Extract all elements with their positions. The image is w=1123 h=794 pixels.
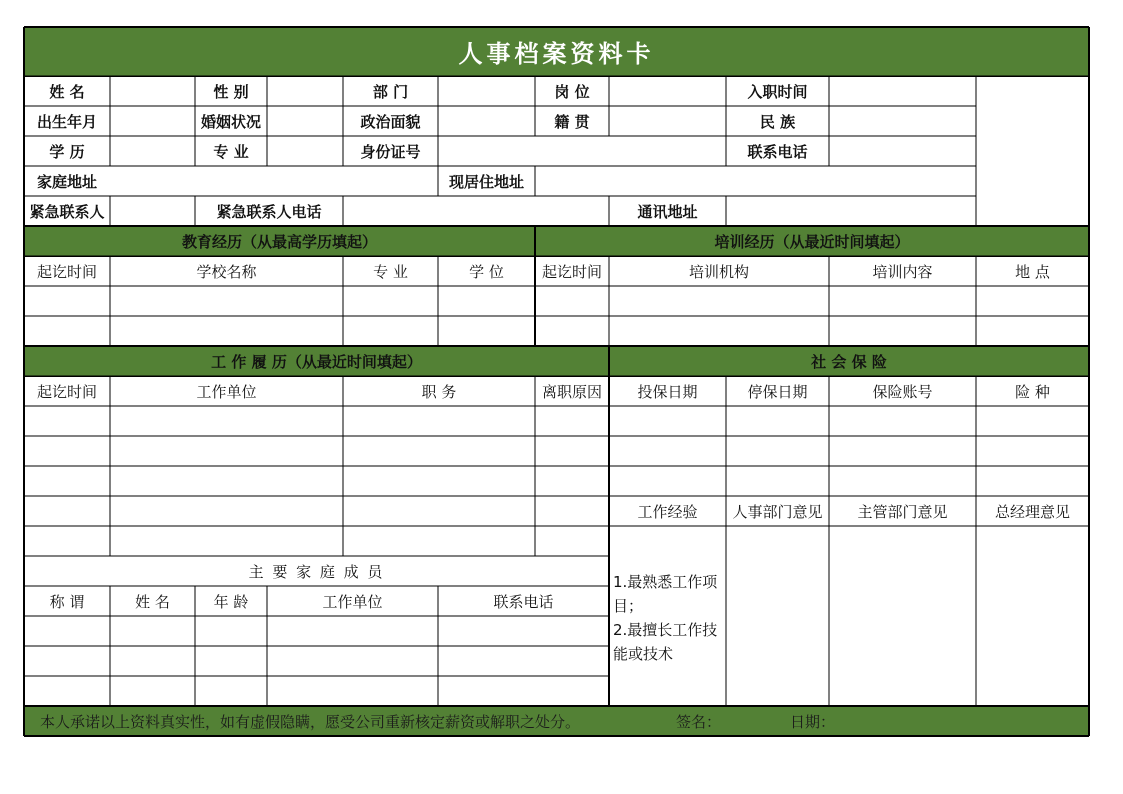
- train-col-period: 起讫时间: [541, 262, 602, 281]
- edu-col-school: 学校名称: [196, 262, 257, 281]
- experience-note-2: 2.最擅长工作技能或技术: [613, 621, 718, 663]
- work-col-leave-reason: 离职原因: [541, 382, 602, 401]
- family-col-name: 姓 名: [135, 592, 170, 611]
- label-name: 姓 名: [49, 82, 85, 101]
- label-emergency-phone: 紧急联系人电话: [216, 202, 322, 221]
- edu-col-degree: 学 位: [469, 262, 504, 281]
- footer-signature: 签名：: [676, 712, 722, 731]
- label-department: 部 门: [372, 82, 409, 101]
- label-ethnic: 民 族: [759, 112, 796, 131]
- label-major: 专 业: [213, 142, 249, 161]
- edu-col-major: 专 业: [373, 262, 408, 281]
- experience-note-1: 1.最熟悉工作项目；: [613, 573, 718, 615]
- label-education: 学 历: [49, 142, 85, 161]
- label-political: 政治面貌: [360, 112, 421, 131]
- work-col-period: 起讫时间: [36, 382, 97, 401]
- family-col-age: 年 龄: [213, 592, 249, 611]
- label-id-number: 身份证号: [360, 142, 421, 161]
- ins-col-account: 保险账号: [872, 382, 933, 401]
- insurance-section-title: 社 会 保 险: [811, 352, 887, 371]
- training-section-title: 培训经历（从最近时间填起）: [714, 232, 910, 251]
- ins-col-type: 险 种: [1015, 382, 1050, 401]
- train-col-location: 地 点: [1015, 262, 1050, 281]
- label-post: 岗 位: [554, 82, 590, 101]
- family-col-relation: 称 谓: [49, 592, 85, 611]
- work-col-position: 职 务: [421, 382, 457, 401]
- ins-col-start-date: 投保日期: [637, 382, 698, 401]
- opinion-col-experience: 工作经验: [637, 502, 698, 521]
- label-emergency-contact: 紧急联系人: [29, 202, 105, 221]
- family-section-title: 主 要 家 庭 成 员: [248, 562, 385, 581]
- edu-col-period: 起讫时间: [36, 262, 97, 281]
- label-entry-date: 入职时间: [747, 82, 808, 101]
- family-col-employer: 工作单位: [322, 592, 383, 611]
- opinion-col-gm: 总经理意见: [994, 502, 1070, 521]
- label-marital: 婚姻状况: [200, 112, 261, 131]
- page-title: 人事档案资料卡: [458, 40, 655, 68]
- family-col-phone: 联系电话: [493, 592, 554, 611]
- ins-col-stop-date: 停保日期: [747, 382, 808, 401]
- work-col-employer: 工作单位: [196, 382, 257, 401]
- work-section-title: 工 作 履 历（从最近时间填起）: [211, 352, 422, 371]
- opinion-col-supervisor: 主管部门意见: [857, 502, 948, 521]
- label-phone: 联系电话: [747, 142, 808, 161]
- train-col-content: 培训内容: [872, 262, 933, 281]
- label-mail-address: 通讯地址: [637, 202, 698, 221]
- footer-pledge: 本人承诺以上资料真实性，如有虚假隐瞒，愿受公司重新核定薪资或解职之处分。: [40, 712, 581, 731]
- label-current-address: 现居住地址: [448, 172, 524, 191]
- train-col-institution: 培训机构: [688, 262, 749, 281]
- label-gender: 性 别: [213, 82, 249, 101]
- education-section-title: 教育经历（从最高学历填起）: [181, 232, 377, 251]
- label-home-address: 家庭地址: [36, 172, 97, 191]
- label-native-place: 籍 贯: [554, 112, 590, 131]
- opinion-col-hr: 人事部门意见: [732, 502, 823, 521]
- footer-date: 日期：: [790, 712, 836, 731]
- label-birth: 出生年月: [36, 112, 97, 131]
